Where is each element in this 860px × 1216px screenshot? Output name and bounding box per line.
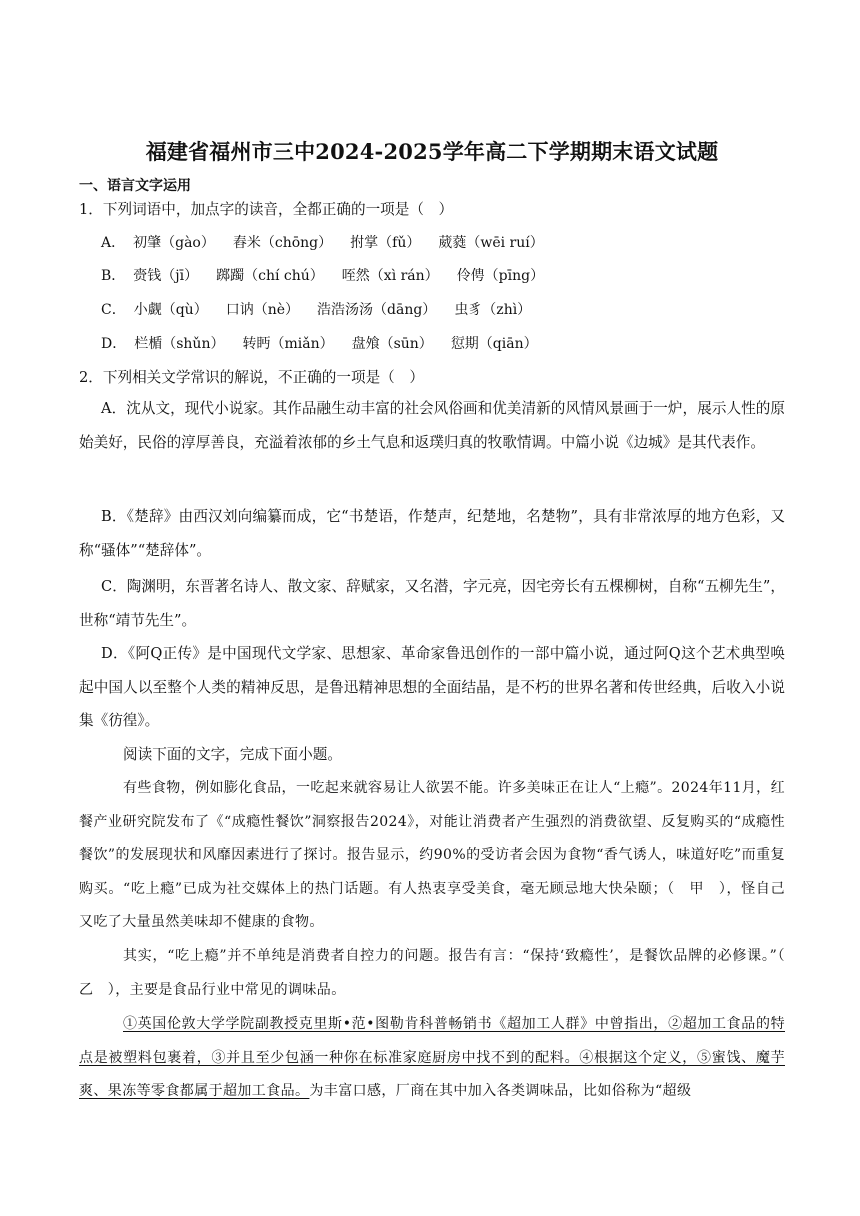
option-label: A． (101, 235, 126, 251)
option-item: 拊掌（fǔ） (350, 235, 421, 251)
section-heading: 一、语言文字运用 (79, 178, 191, 194)
question-1-stem: 1．下列词语中，加点字的读音，全都正确的一项是（ ） (79, 201, 454, 218)
option-item: 栏楯（shǔn） (134, 336, 225, 352)
reading-paragraph-1: 有些食物，例如膨化食品，一吃起来就容易让人欲罢不能。许多美味正在让人“上瘾”。2024年11月，红餐产业研究院发布了《“成瘾性餐饮”洞察报告2024》，对能让消费者产生强烈的消费欲望、反复购买的“成瘾性餐饮”的发展现状和风靡因素进行了探讨。报告显示，约90%的受访者会因为食物“香气诱人，味道好吃”而重复购买。“吃上瘾”已成为社交媒体上的热门话题。有人热衷享受美食，毫无顾忌地大快朵颐；（ 甲 ），怪自己又吃了大量虽然美味却不健康的食物。 (79, 780, 785, 931)
option-item: 葳蕤（wēi ruí） (438, 235, 544, 251)
question-1-option-b (101, 266, 562, 286)
question-1-option-a (101, 233, 562, 253)
option-item: 浩浩汤汤（dāng） (317, 302, 437, 318)
question-2-option-b: B．《楚辞》由西汉刘向编纂而成，它“书楚语，作楚声，纪楚地，名楚物”，具有非常浓厚的地方色彩，又称“骚体”“楚辞体”。 (79, 508, 785, 559)
option-item: 小觑（qù） (133, 302, 208, 318)
option-item: 虫豸（zhì） (454, 302, 532, 318)
reading-paragraph-2: 其实，“吃上瘾”并不单纯是消费者自控力的问题。报告有言：“保持‘致瘾性’，是餐饮品牌的必修课。”（ 乙 ），主要是食品行业中常见的调味品。 (79, 948, 800, 998)
option-label: D． (101, 336, 127, 352)
option-item: 赍钱（jī） (133, 268, 199, 284)
option-item: 转眄（miǎn） (242, 336, 334, 352)
question-2-stem: 2．下列相关文学常识的解说，不正确的一项是（ ） (79, 369, 424, 386)
paragraph-continuation: 为丰富口感，厂商在其中加入各类调味品，比如俗称为“超级 (309, 1083, 692, 1100)
option-item: 踯躅（chí chú） (216, 268, 324, 284)
option-item: 口讷（nè） (225, 302, 300, 318)
option-item: 舂米（chōng） (232, 235, 333, 251)
option-item: 初肇（gào） (133, 235, 215, 251)
option-label: C． (101, 302, 126, 318)
question-1-option-d (101, 334, 556, 354)
question-1-option-c (101, 300, 549, 320)
reading-intro: 阅读下面的文字，完成下面小题。 (123, 746, 342, 763)
option-item: 盘飧（sūn） (351, 336, 433, 352)
question-2-option-a: A．沈从文，现代小说家。其作品融生动丰富的社会风俗画和优美清新的风情风景画于一炉，展示人性的原始美好，民俗的淳厚善良，充溢着浓郁的乡土气息和返璞归真的牧歌情调。中篇小说《边城》是其代表作。 (79, 400, 785, 451)
underlined-passage: ①英国伦敦大学学院副教授克里斯•范•图勒肯科普畅销书《超加工人群》中曾指出，②超加工食品的特点是被塑料包裹着，③并且至少包涵一种你在标准家庭厨房中找不到的配料。④根据这个定义，⑤蜜饯、魔芋爽、果冻等零食都属于超加工食品。 (79, 1016, 785, 1100)
option-label: B． (101, 268, 126, 284)
option-item: 伶俜（pīng） (456, 268, 545, 284)
page-title: 福建省福州市三中2024-2025学年高二下学期期末语文试题 (145, 139, 719, 164)
option-item: 愆期（qiān） (450, 336, 538, 352)
reading-paragraph-3 (79, 1008, 785, 1109)
option-item: 咥然（xì rán） (341, 268, 439, 284)
question-2-option-d: D．《阿Q正传》是中国现代文学家、思想家、革命家鲁迅创作的一部中篇小说，通过阿Q这个艺术典型唤起中国人以至整个人类的精神反思，是鲁迅精神思想的全面结晶，是不朽的世界名著和传世经典，后收入小说集《彷徨》。 (79, 645, 785, 730)
question-2-option-c: C．陶渊明，东晋著名诗人、散文家、辞赋家，又名潜，字元亮，因宅旁长有五棵柳树，自称“五柳先生”，世称“靖节先生”。 (79, 578, 785, 629)
